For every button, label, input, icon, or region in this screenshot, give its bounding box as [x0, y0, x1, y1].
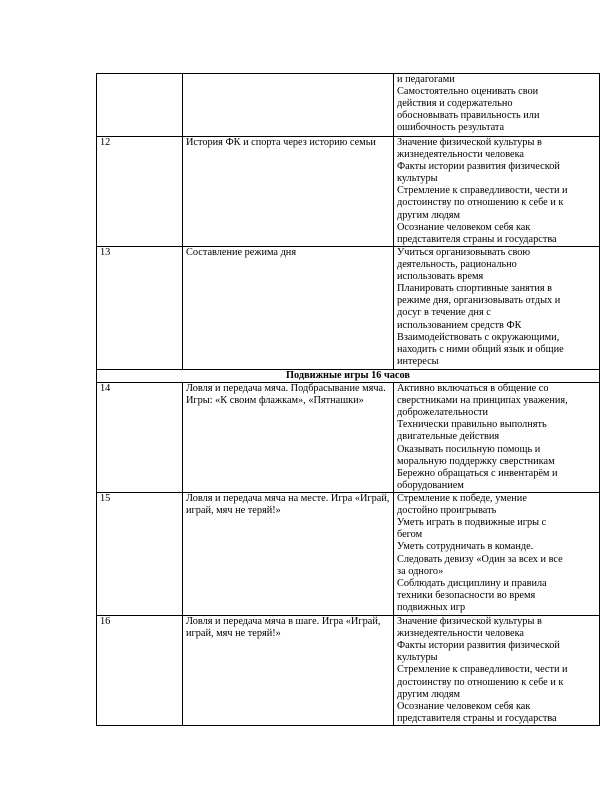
results-cell [394, 383, 600, 493]
result-line: обосновывать правильность или [397, 110, 540, 122]
result-line: Уметь сотрудничать в команде. [397, 541, 534, 553]
result-line: Бережно обращаться с инвентарём и [397, 467, 558, 479]
result-line: Значение физической культуры в [397, 616, 542, 628]
results-cell [394, 137, 600, 247]
lesson-number-cell: 12 [97, 137, 183, 247]
result-line: другим людям [397, 688, 461, 700]
result-line: Учиться организовывать свою [397, 247, 531, 258]
result-line: Самостоятельно оценивать свои [397, 86, 539, 98]
result-line: Технически правильно выполнять [397, 419, 547, 431]
table-row [97, 616, 600, 726]
result-line: использовать время [397, 271, 484, 283]
result-line: режиме дня, организовывать отдых и [397, 295, 561, 307]
lesson-topic-cell: Ловля и передача мяча. Подбрасывание мяча. Игры: «К своим флажкам», «Пятнашки» [183, 383, 394, 493]
result-line: интересы [397, 355, 439, 367]
lesson-topic-cell [183, 74, 394, 137]
result-line: жизнедеятельности человека [397, 149, 524, 161]
result-line: доброжелательности [397, 407, 489, 419]
result-line: сверстниками на принципах уважения, [397, 395, 568, 407]
table-row [97, 383, 600, 493]
result-line: жизнедеятельности человека [397, 628, 524, 640]
result-line: оборудованием [397, 479, 464, 491]
table-row [97, 74, 600, 137]
lesson-number-cell: 15 [97, 493, 183, 616]
result-line: Активно включаться в общение со [397, 383, 549, 395]
result-line: Факты истории развития физической [397, 640, 560, 652]
table-row [97, 493, 600, 616]
result-line: Соблюдать дисциплину и правила [397, 577, 547, 589]
result-line: Стремление к справедливости, чести и [397, 185, 568, 197]
section-title: Подвижные игры 16 часов [97, 370, 600, 383]
result-line: досуг в течение дня с [397, 307, 491, 319]
result-line: Значение физической культуры в [397, 137, 542, 148]
lesson-topic-cell: История ФК и спорта через историю семьи [183, 137, 394, 247]
section-header-row [97, 370, 600, 383]
result-line: моральную поддержку сверстникам [397, 455, 555, 467]
lesson-number-cell: 13 [97, 247, 183, 370]
result-line: Стремление к справедливости, чести и [397, 664, 568, 676]
result-line: Осознание человеком себя как [397, 700, 531, 712]
results-cell [394, 74, 600, 137]
result-line: за одного» [397, 565, 444, 577]
result-line: деятельность, рационально [397, 259, 517, 271]
result-line: представителя страны и государства [397, 712, 557, 724]
result-line: подвижных игр [397, 601, 466, 613]
result-line: Следовать девизу «Один за всех и все [397, 553, 563, 565]
result-line: действия и содержательно [397, 98, 513, 110]
result-line: двигательные действия [397, 431, 500, 443]
result-line: Стремление к победе, умение [397, 493, 527, 505]
results-cell [394, 493, 600, 616]
lesson-topic-cell: Ловля и передача мяча в шаге. Игра «Играй, играй, мяч не теряй!» [183, 616, 394, 726]
result-line: другим людям [397, 209, 461, 221]
result-line: Факты истории развития физической [397, 161, 560, 173]
result-line: находить с ними общий язык и общие [397, 343, 564, 355]
result-line: достоинству по отношению к себе и к [397, 676, 564, 688]
table-row [97, 137, 600, 247]
result-line: Уметь играть в подвижные игры с [397, 517, 547, 529]
result-line: ошибочность результата [397, 122, 505, 134]
lesson-topic-cell: Составление режима дня [183, 247, 394, 370]
result-line: техники безопасности во время [397, 589, 536, 601]
lesson-number-cell: 14 [97, 383, 183, 493]
results-cell [394, 616, 600, 726]
result-line: Осознание человеком себя как [397, 221, 531, 233]
lesson-number-cell: 16 [97, 616, 183, 726]
lesson-number-cell [97, 74, 183, 137]
result-line: достоинству по отношению к себе и к [397, 197, 564, 209]
result-line: использованием средств ФК [397, 319, 522, 331]
lesson-topic-cell: Ловля и передача мяча на месте. Игра «Играй, играй, мяч не теряй!» [183, 493, 394, 616]
result-line: культуры [397, 652, 438, 664]
result-line: достойно проигрывать [397, 505, 497, 517]
result-line: Оказывать посильную помощь и [397, 443, 541, 455]
result-line: Планировать спортивные занятия в [397, 283, 553, 295]
table-row [97, 247, 600, 370]
results-cell [394, 247, 600, 370]
result-line: представителя страны и государства [397, 233, 557, 245]
result-line: Взаимодействовать с окружающими, [397, 331, 560, 343]
result-line: культуры [397, 173, 438, 185]
result-line: и педагогами [397, 74, 455, 85]
lesson-plan-table [96, 73, 600, 726]
result-line: бегом [397, 529, 423, 541]
